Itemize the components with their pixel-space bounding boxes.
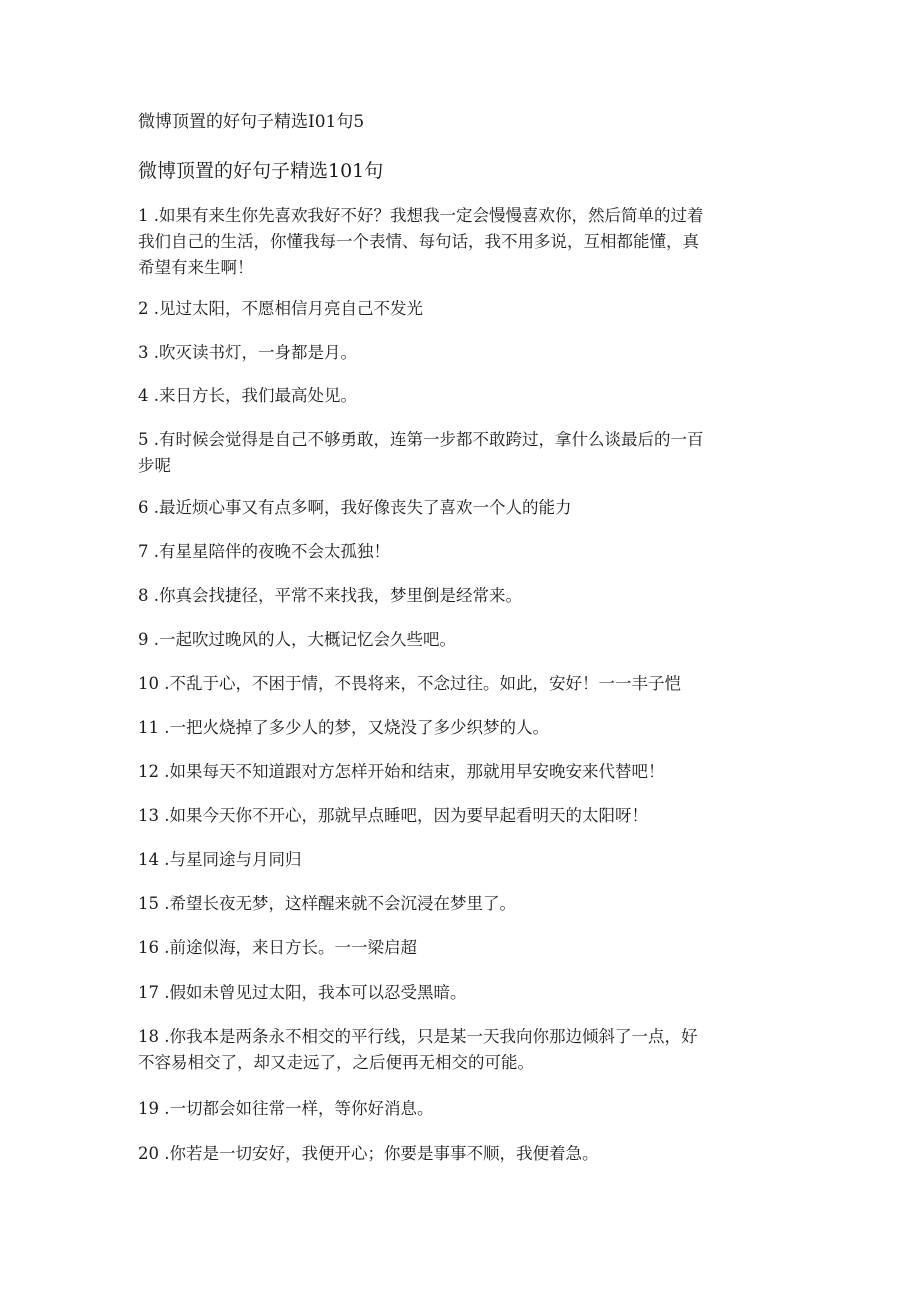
item-text-line: 17 .假如未曾见过太阳，我本可以忍受黑暗。: [138, 983, 467, 1002]
list-item: [138, 627, 788, 653]
list-item: [138, 495, 788, 521]
list-item: [138, 203, 788, 281]
item-text-line: 10 .不乱于心，不困于情，不畏将来，不念过往。如此，安好！一一丰子恺: [138, 674, 681, 693]
item-text-line: 3 .吹灭读书灯，一身都是月。: [138, 343, 357, 362]
list-item: [138, 671, 788, 697]
item-text-line: 13 .如果今天你不开心，那就早点睡吧，因为要早起看明天的太阳呀！: [138, 806, 648, 825]
header-title: 微博顶置的好句子精选I01句5: [138, 112, 365, 132]
item-text-line: 9 .一起吹过晚风的人，大概记忆会久些吧。: [138, 630, 456, 649]
item-text-line: 20 .你若是一切安好，我便开心；你要是事事不顺，我便着急。: [138, 1144, 599, 1163]
list-item: [138, 1141, 788, 1167]
list-item: [138, 1096, 788, 1122]
list-item: [138, 935, 788, 961]
item-text-line: 12 .如果每天不知道跟对方怎样开始和结束，那就用早安晚安来代替吧！: [138, 762, 665, 781]
item-text-line: 4 .来日方长，我们最高处见。: [138, 386, 357, 405]
list-item: [138, 583, 788, 609]
list-item: [138, 1024, 788, 1076]
item-text-line: 不容易相交了，却又走远了，之后便再无相交的可能。: [138, 1053, 534, 1072]
item-text-line: 1 .如果有来生你先喜欢我好不好？我想我一定会慢慢喜欢你，然后简单的过着: [138, 206, 704, 225]
item-text-line: 11 .一把火烧掉了多少人的梦，又烧没了多少织梦的人。: [138, 718, 549, 737]
list-item: [138, 383, 788, 409]
list-item: [138, 980, 788, 1006]
document-title: 微博顶置的好句子精选101句: [138, 160, 384, 182]
list-item: [138, 891, 788, 917]
item-text-line: 14 .与星同途与月同归: [138, 850, 302, 869]
list-item: [138, 296, 788, 322]
item-text-line: 18 .你我本是两条永不相交的平行线，只是某一天我向你那边倾斜了一点，好: [138, 1027, 698, 1046]
item-text-line: 希望有来生啊！: [138, 258, 254, 277]
list-item: [138, 340, 788, 366]
list-item: [138, 759, 788, 785]
item-text-line: 16 .前途似海，来日方长。一一梁启超: [138, 938, 417, 957]
list-item: [138, 539, 788, 565]
list-item: [138, 847, 788, 873]
list-item: [138, 427, 788, 479]
item-text-line: 15 .希望长夜无梦，这样醒来就不会沉浸在梦里了。: [138, 894, 516, 913]
item-text-line: 6 .最近烦心事又有点多啊，我好像丧失了喜欢一个人的能力: [138, 498, 572, 517]
list-item: [138, 715, 788, 741]
item-text-line: 步呢: [138, 456, 171, 475]
item-text-line: 5 .有时候会觉得是自己不够勇敢，连第一步都不敢跨过，拿什么谈最后的一百: [138, 430, 704, 449]
item-text-line: 19 .一切都会如往常一样，等你好消息。: [138, 1099, 434, 1118]
list-item: [138, 803, 788, 829]
item-text-line: 8 .你真会找捷径，平常不来找我，梦里倒是经常来。: [138, 586, 522, 605]
item-text-line: 2 .见过太阳，不愿相信月亮自己不发光: [138, 299, 423, 318]
item-text-line: 我们自己的生活，你懂我每一个表情、每句话，我不用多说，互相都能懂，真: [138, 232, 699, 251]
item-text-line: 7 .有星星陪伴的夜晚不会太孤独！: [138, 542, 390, 561]
